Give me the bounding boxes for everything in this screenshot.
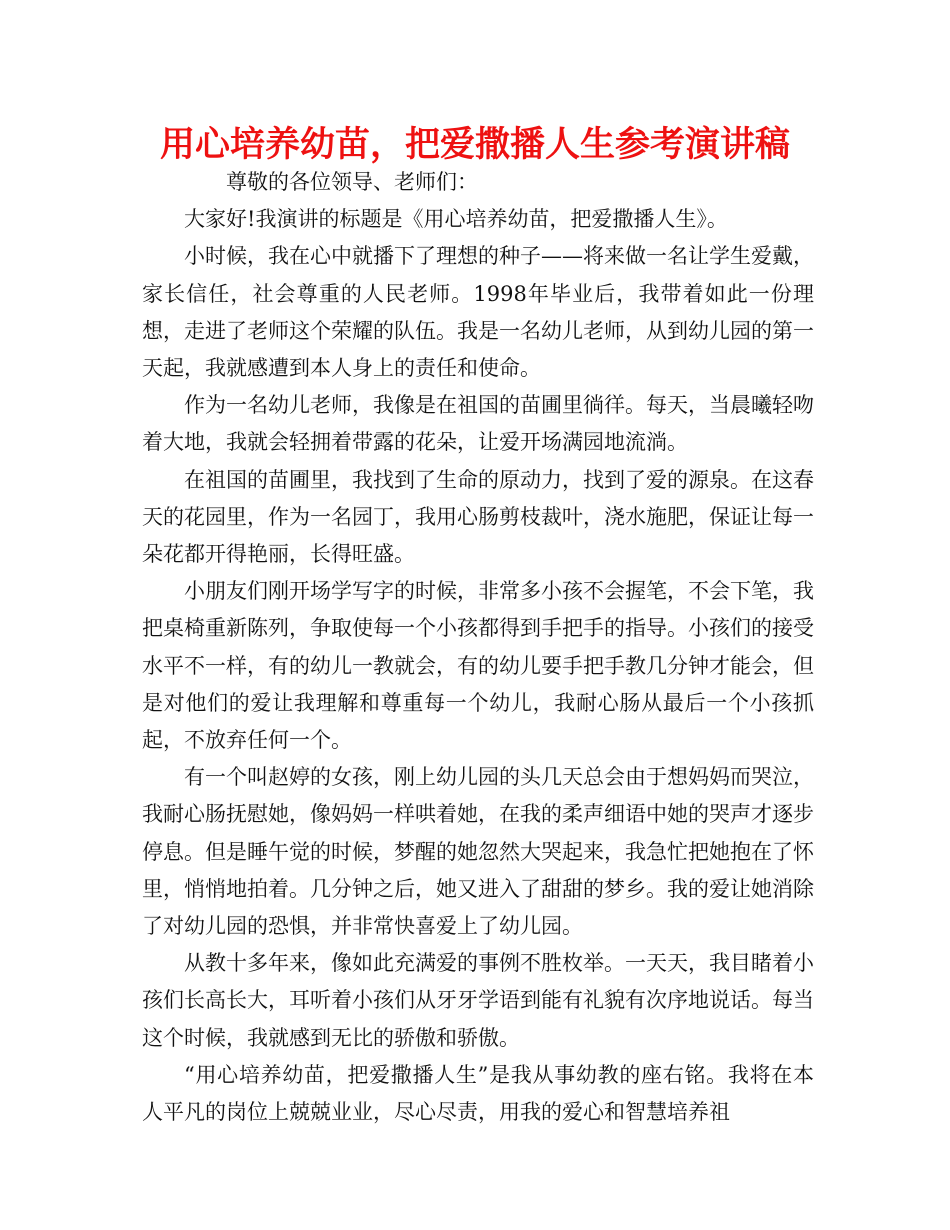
paragraph: 小朋友们刚开场学写字的时候，非常多小孩不会握笔，不会下笔，我把桌椅重新陈列，争取使每一个小孩都得到手把手的指导。小孩们的接受水平不一样，有的幼儿一教就会，有的幼儿要手把手教几分钟才能会，但是对他们的爱让我理解和尊重每一个幼儿，我耐心肠从最后一个小孩抓起，不放弃任何一个。 [142, 579, 814, 753]
paragraph: 从教十多年来，像如此充满爱的事例不胜枚举。一天天，我目睹着小孩们长高长大，耳听着小孩们从牙牙学语到能有礼貌有次序地说话。每当这个时候，我就感到无比的骄傲和骄傲。 [142, 951, 814, 1050]
document-body [142, 164, 814, 1131]
document-title: 用心培养幼苗，把爱撒播人生参考演讲稿 [159, 125, 790, 165]
paragraph: 小时候，我在心中就播下了理想的种子——将来做一名让学生爱戴，家长信任，社会尊重的人民老师。1998年毕业后，我带着如此一份理想，走进了老师这个荣耀的队伍。我是一名幼儿老师，从到幼儿园的第一天起，我就感遭到本人身上的责任和使命。 [142, 244, 814, 381]
paragraph: 有一个叫赵婷的女孩，刚上幼儿园的头几天总会由于想妈妈而哭泣，我耐心肠抚慰她，像妈妈一样哄着她，在我的柔声细语中她的哭声才逐步停息。但是睡午觉的时候，梦醒的她忽然大哭起来，我急忙把她抱在了怀里，悄悄地拍着。几分钟之后，她又进入了甜甜的梦乡。我的爱让她消除了对幼儿园的恐惧，并非常快喜爱上了幼儿园。 [142, 765, 814, 939]
paragraph: 作为一名幼儿老师，我像是在祖国的苗圃里徜徉。每天，当晨曦轻吻着大地，我就会轻拥着带露的花朵，让爱开场满园地流淌。 [142, 393, 814, 455]
paragraph: 在祖国的苗圃里，我找到了生命的原动力，找到了爱的源泉。在这春天的花园里，作为一名园丁，我用心肠剪枝裁叶，浇水施肥，保证让每一朵花都开得艳丽，长得旺盛。 [142, 467, 814, 567]
paragraph: “用心培养幼苗，把爱撒播人生”是我从事幼教的座右铭。我将在本人平凡的岗位上兢兢业业，尽心尽责，用我的爱心和智慧培养祖 [142, 1062, 814, 1125]
salutation: 尊敬的各位领导、老师们： [226, 170, 478, 194]
paragraph: 大家好!我演讲的标题是《用心培养幼苗，把爱撒播人生》。 [184, 207, 728, 232]
